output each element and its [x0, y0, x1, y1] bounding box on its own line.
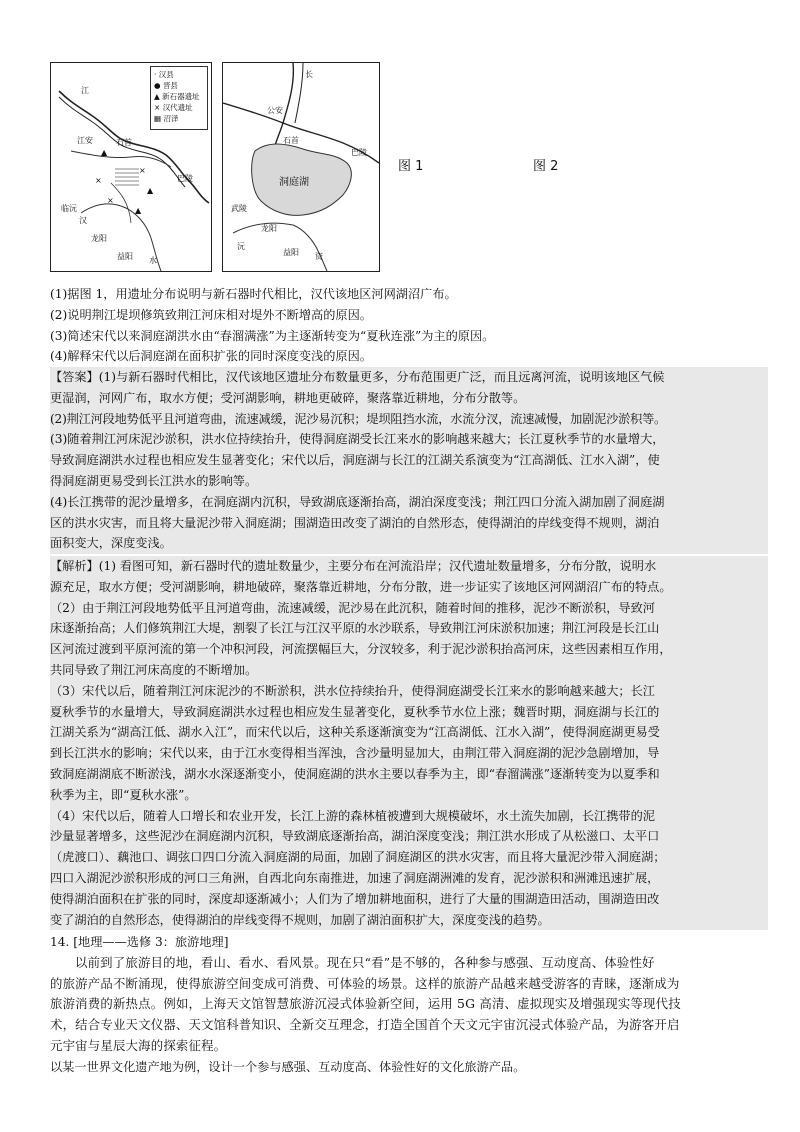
- svg-text:巴陵: 巴陵: [177, 174, 193, 183]
- question-14-body-line: 术，结合专业天文仪器、天文馆科普知识、全新交互理念，打造全国首个天文元宇宙沉浸式体验产品，为游客开启: [50, 1017, 680, 1033]
- analysis-line: 到长江洪水的影响；宋代以来，由于江水变得相当浑浊，含沙量明显加大，由荆江带入洞庭湖的泥沙急剧增加，导: [50, 746, 660, 761]
- figure-maps: [50, 62, 380, 272]
- svg-text:石首: 石首: [283, 136, 299, 145]
- question-1: (1)据图 1，用遗址分布说明与新石器时代相比，汉代该地区河网湖沼广布。: [50, 287, 457, 301]
- legend-item: × 汉代遗址: [154, 103, 193, 112]
- analysis-line: 夏秋季节的水量增大，导致洞庭湖洪水过程也相应发生显著变化，夏秋季节水位上涨；魏晋时期，洞庭湖与长江的: [50, 704, 660, 719]
- answer-line: 【答案】(1)与新石器时代相比，汉代该地区遗址分布数量更多，分布范围更广泛，而且远离河流，说明该地区气候: [50, 370, 665, 384]
- svg-text:水: 水: [149, 256, 157, 265]
- figure-2-label: 图 2: [533, 159, 559, 174]
- analysis-line: 共同导致了荆江河床高度的不断增加。: [50, 662, 258, 677]
- answer-line: (4)长江携带的泥沙量增多，在洞庭湖内沉积，导致湖底逐渐抬高，湖泊深度变浅；荆江四口分流入湖加剧了洞庭湖: [50, 494, 665, 509]
- answer-line: 导致洞庭湖洪水过程也相应发生显著变化；宋代以后，洞庭湖与长江的江湖关系演变为“江高湖低、江水入湖”，使: [50, 453, 660, 468]
- legend-item: ● 晋县: [154, 81, 178, 90]
- svg-text:江安: 江安: [77, 136, 93, 145]
- svg-text:▲: ▲: [101, 148, 108, 157]
- map-legend: [150, 66, 208, 130]
- analysis-line: 床逐渐抬高；人们修筑荆江大堤，割裂了长江与江汉平原的水沙联系，导致荆江河床淤积加速；荆江河段是长江山: [50, 621, 660, 636]
- map-figure-1: [50, 62, 212, 272]
- svg-text:龙阳: 龙阳: [91, 234, 107, 243]
- question-14-body-line: 旅游消费的新热点。例如，上海天文馆智慧旅游沉浸式体验新空间，运用 5G 高清、虚拟现实及增强现实等现代技: [50, 996, 681, 1012]
- analysis-line: 使得湖泊面积在扩张的同时，深度却逐渐减小；人们为了增加耕地面积，进行了大量的围湖造田活动，围湖造田改: [50, 891, 660, 906]
- svg-text:汉: 汉: [79, 216, 87, 225]
- analysis-line: （3）宋代以后，随着荆江河床泥沙的不断淤积，洪水位持续抬升，使得洞庭湖受长江来水的影响越来越大；长江: [50, 683, 655, 698]
- question-3: (3)简述宋代以来洞庭湖洪水由“春溜满涨”为主逐渐转变为“夏秋连涨”为主的原因。: [50, 328, 495, 343]
- question-2: (2)说明荆江堤坝修筑致荆江河床相对堤外不断增高的原因。: [50, 307, 372, 322]
- analysis-line: 沙量显著增多，这些泥沙在洞庭湖内沉积，导致湖底逐渐抬高，湖泊深度变浅；荆江洪水形成了从松滋口、太平口: [50, 829, 660, 844]
- question-14-body-line: 的旅游产品不断涌现，使得旅游空间变成可消费、可体验的场景。这样的旅游产品越来越受游客的青睐，逐渐成为: [50, 975, 680, 991]
- svg-text:×: ×: [95, 176, 102, 185]
- svg-text:益阳: 益阳: [283, 248, 299, 257]
- analysis-line: （2）由于荆江河段地势低平且河道弯曲，流速减缓，泥沙易在此沉积，随着时间的推移，泥沙不断淤积，导致河: [50, 600, 655, 615]
- analysis-line: 江湖关系为“湖高江低、湖水入江”，而宋代以后，这种关系逐渐演变为“江高湖低、江水入湖”，使得洞庭湖更易受: [50, 725, 660, 740]
- legend-item: ▦ 沼泽: [154, 114, 179, 123]
- question-14-block: [50, 932, 768, 1078]
- svg-text:×: ×: [107, 196, 114, 205]
- svg-text:×: ×: [139, 166, 146, 175]
- analysis-block: [50, 556, 768, 930]
- analysis-line: 致洞庭湖湖底不断淤浅，湖水水深逐渐变小，使洞庭湖的洪水主要以春季为主，即“春溜满涨”逐渐转变为以夏季和: [50, 766, 660, 781]
- svg-text:公安: 公安: [267, 106, 283, 115]
- answer-line: 更湿润，河网广布，取水方便；受河湖影响，耕地更破碎，聚落靠近耕地，分布分散等。: [50, 390, 526, 405]
- analysis-line: 【解析】(1) 看图可知，新石器时代的遗址数量少，主要分布在河流沿岸；汉代遗址数量增多，分布分散，说明水: [50, 559, 657, 573]
- svg-text:石首: 石首: [116, 138, 132, 147]
- svg-text:武陵: 武陵: [231, 204, 247, 213]
- answer-line: (3)随着荆江河床泥沙淤积，洪水位持续抬升，使得洞庭湖受长江来水的影响越来越大；长江夏秋季节的水量增大，: [50, 432, 665, 447]
- svg-text:益阳: 益阳: [117, 252, 133, 261]
- question-4: (4)解释宋代以后洞庭湖在面积扩张的同时深度变浅的原因。: [50, 349, 372, 364]
- answer-line: 得洞庭湖更易受到长江洪水的影响等。: [50, 473, 258, 488]
- analysis-line: （4）宋代以后，随着人口增长和农业开发，长江上游的森林植被遭到大规模破坏，水土流失加剧，长江携带的泥: [50, 808, 655, 823]
- svg-text:▲: ▲: [147, 186, 154, 195]
- legend-item: ▲ 新石器遗址: [154, 92, 200, 101]
- svg-text:巴陵: 巴陵: [351, 148, 367, 157]
- analysis-line: （虎渡口）、藕池口、调弦口四口分流入洞庭湖的局面，加剧了洞庭湖区的洪水灾害，而且将大量泥沙带入洞庭湖；: [50, 850, 666, 865]
- svg-text:▲: ▲: [135, 206, 142, 215]
- questions-block: [50, 284, 768, 367]
- svg-text:长: 长: [305, 70, 313, 79]
- svg-text:洞庭湖: 洞庭湖: [279, 177, 309, 188]
- answer-block: [50, 367, 768, 554]
- svg-text:资: 资: [315, 252, 323, 261]
- svg-text:临沅: 临沅: [61, 204, 77, 213]
- answer-line: 区的洪水灾害，而且将大量泥沙带入洞庭湖；围湖造田改变了湖泊的自然形态，使得湖泊的岸线变得不规则，湖泊: [50, 515, 660, 530]
- question-14-task: 以某一世界文化遗产地为例，设计一个参与感强、互动度高、体验性好的文化旅游产品。: [50, 1059, 526, 1074]
- analysis-line: 区河流过渡到平原河流的第一个冲积河段，河流摆幅巨大，分汊较多，利于泥沙淤积抬高河床，这些因素相互作用，: [50, 642, 672, 657]
- question-14-body-line: 元宇宙与星辰大海的探索征程。: [50, 1037, 227, 1053]
- answer-line: (2)荆江河段地势低平且河道弯曲，流速减缓，泥沙易沉积；堤坝阻挡水流，水流分汊，流速减慢，加剧泥沙淤积等。: [50, 411, 667, 426]
- svg-text:江: 江: [81, 86, 89, 95]
- answer-line: 面积变大，深度变浅。: [50, 536, 172, 551]
- question-14-body-line: 以前到了旅游目的地，看山、看水、看风景。现在只“看”是不够的，各种参与感强、互动度高、体验性好: [75, 954, 655, 970]
- svg-text:龙阳: 龙阳: [261, 224, 277, 233]
- analysis-line: 源充足，取水方便；受河湖影响，耕地破碎，聚落靠近耕地，分布分散，进一步证实了该地区河网湖沼广布的特点。: [50, 579, 672, 594]
- map-2-drawing: [223, 63, 379, 271]
- analysis-line: 秋季为主，即“夏秋水涨”。: [50, 787, 197, 802]
- legend-item: · 汉县: [154, 70, 174, 79]
- svg-text:沅: 沅: [237, 242, 245, 251]
- analysis-line: 变了湖泊的自然形态，使得湖泊的岸线变得不规则，加剧了湖泊面积扩大，深度变浅的趋势。: [50, 912, 550, 927]
- analysis-line: 四口入湖泥沙淤积形成的河口三角洲，自西北向东南推进，加速了洞庭湖洲滩的发育，泥沙淤积和洲滩迅速扩展，: [50, 870, 660, 885]
- figure-1-label: 图 1: [398, 159, 424, 174]
- map-figure-2: [222, 62, 380, 272]
- question-14-title: 14. [地理——选修 3：旅游地理]: [50, 935, 229, 949]
